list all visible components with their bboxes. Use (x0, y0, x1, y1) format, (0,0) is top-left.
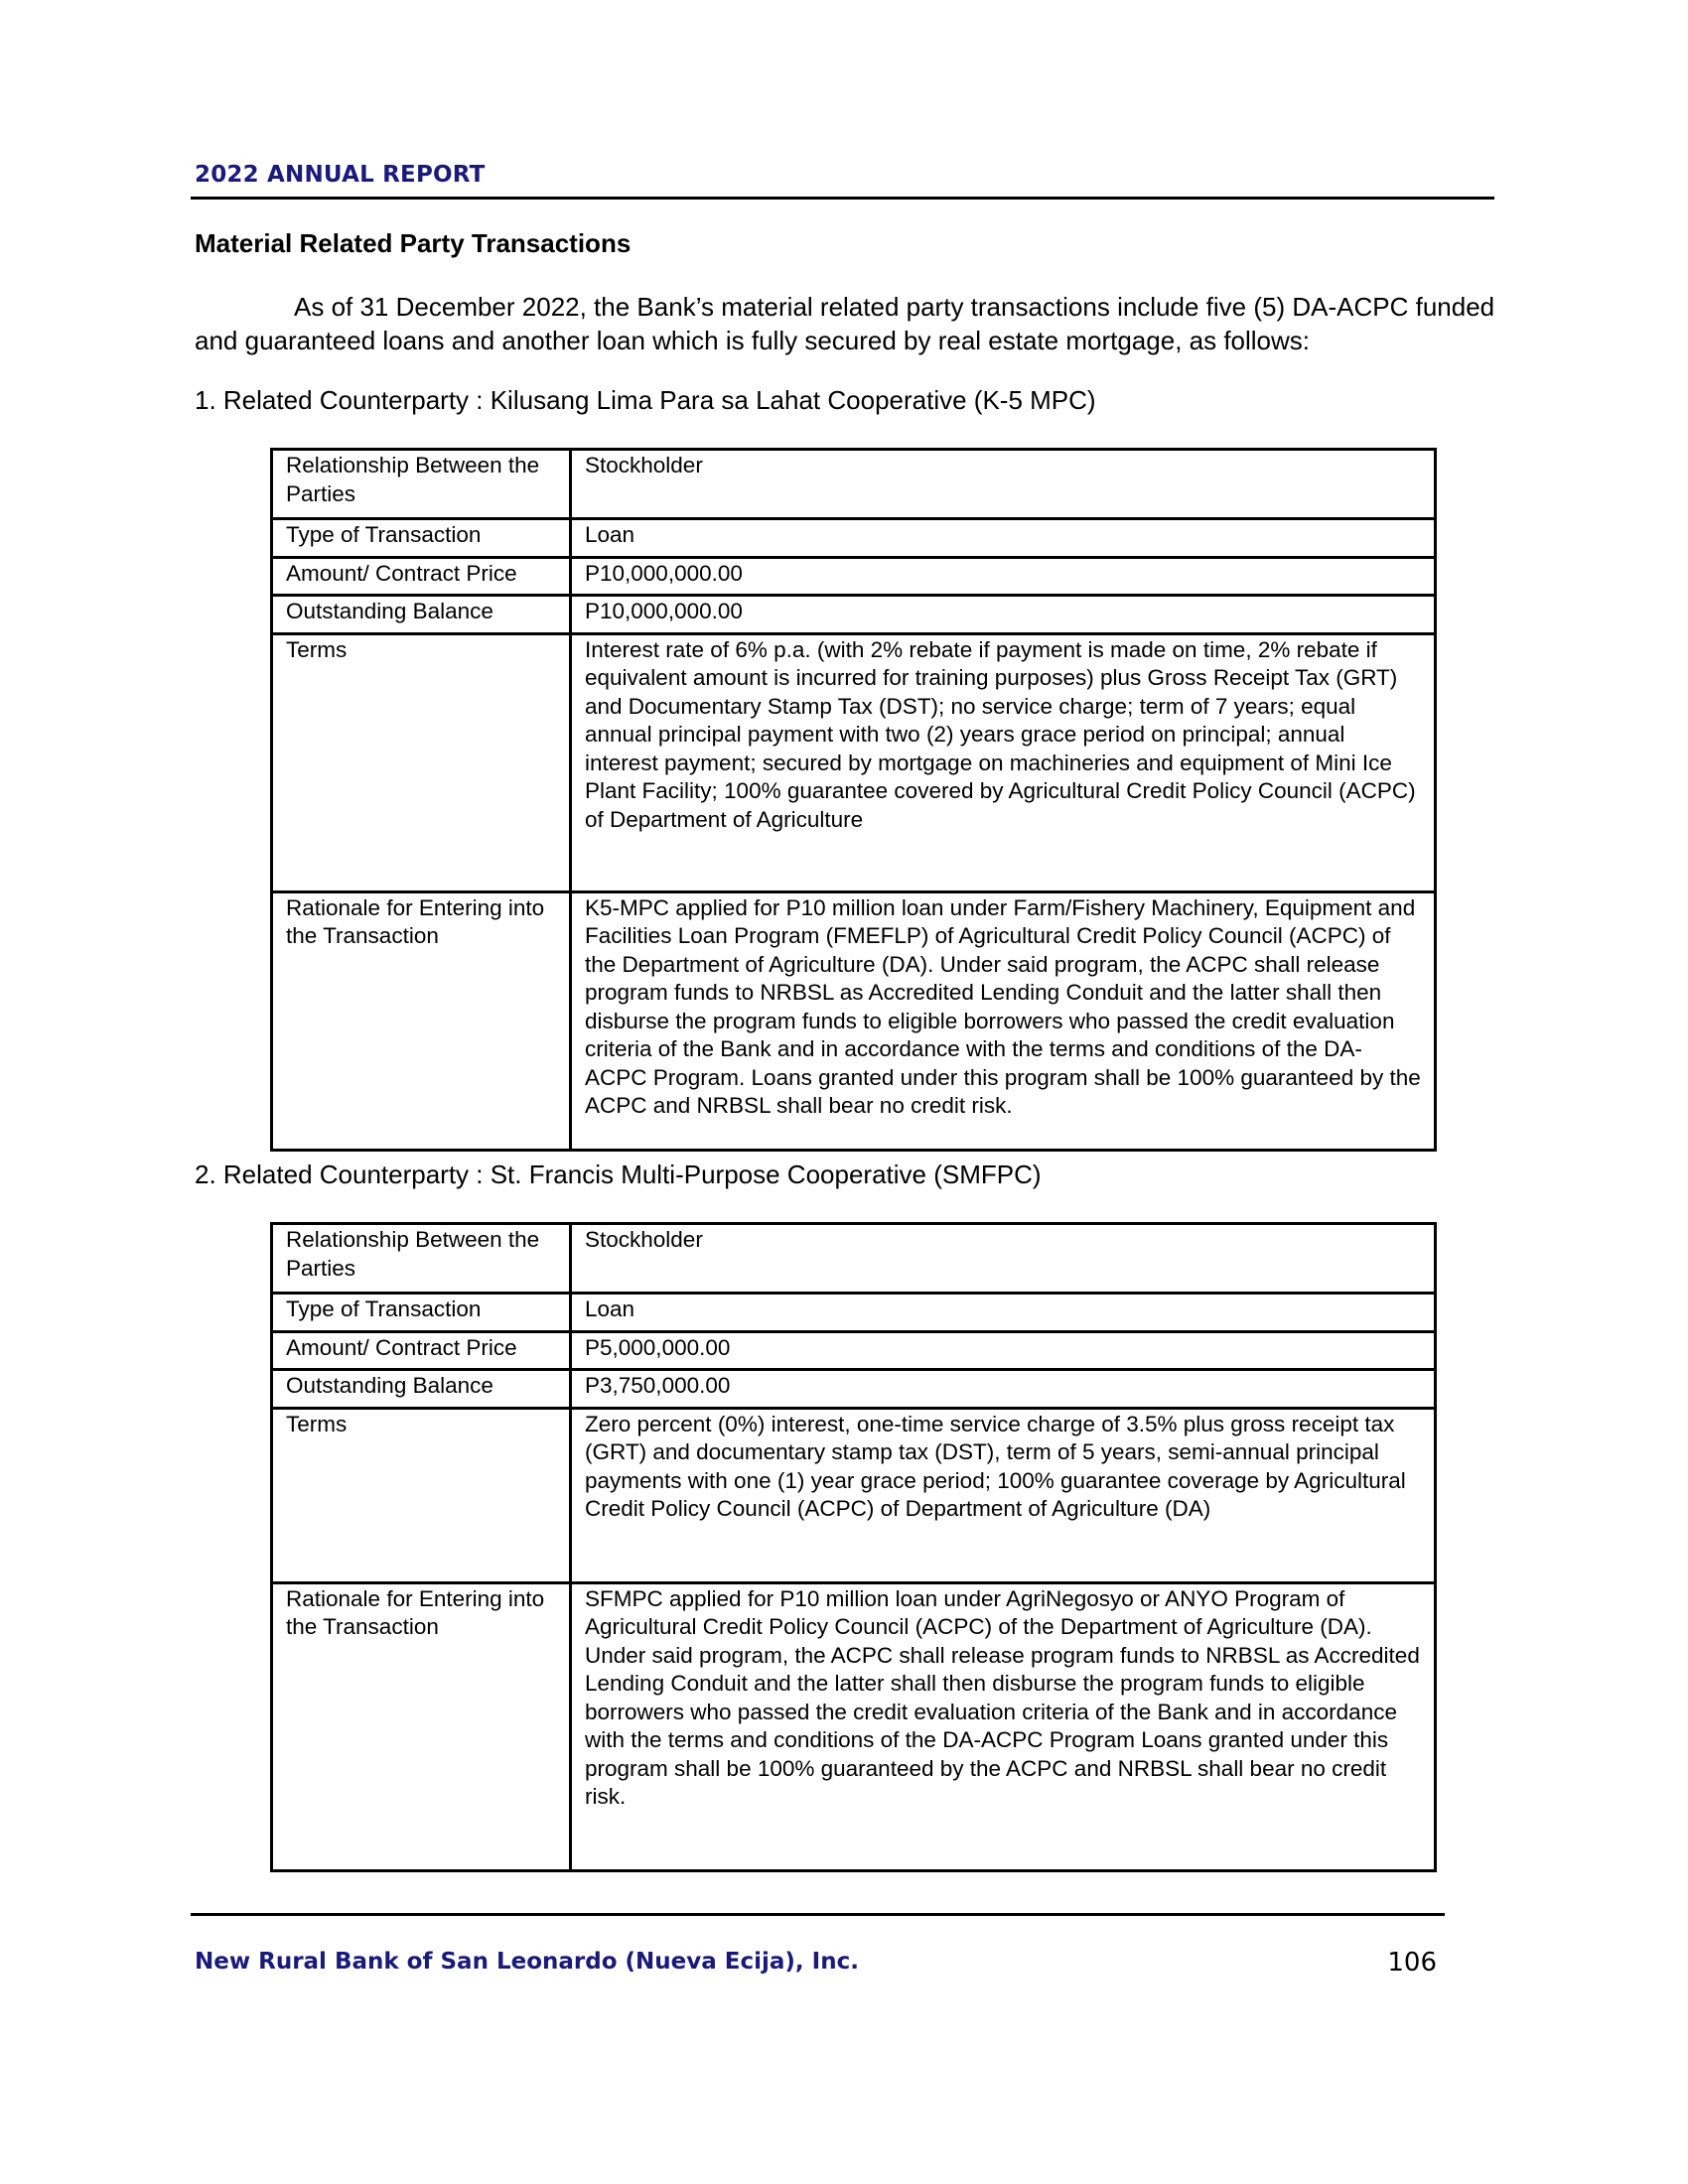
footer-bank-name: New Rural Bank of San Leonardo (Nueva Ecija), Inc. (195, 1949, 859, 1975)
row-label: Type of Transaction (272, 519, 571, 558)
table-row (272, 1224, 1436, 1294)
row-label: Rationale for Entering into the Transaction (272, 1582, 571, 1870)
table-row (272, 519, 1436, 558)
table-row (272, 1370, 1436, 1409)
row-value: P3,750,000.00 (571, 1370, 1436, 1409)
row-label: Rationale for Entering into the Transaction (272, 891, 571, 1150)
table-row (272, 1294, 1436, 1332)
row-label: Relationship Between the Parties (272, 1224, 571, 1294)
counterparty-2-title: 2. Related Counterparty : St. Francis Multi-Purpose Cooperative (SMFPC) (195, 1160, 1042, 1189)
footer-divider (191, 1913, 1445, 1916)
row-value: P5,000,000.00 (571, 1331, 1436, 1370)
row-value: K5-MPC applied for P10 million loan under Farm/Fishery Machinery, Equipment and Facilities Loan Program (FMEFLP) of Agricultural Credit Policy Council (ACPC) of the Department of Agriculture (DA). Under said program, the ACPC shall release program funds to NRBSL as Accredited Lending Conduit and the latter shall then disburse the program funds to eligible borrowers who passed the credit evaluation criteria of the Bank and in accordance with the terms and conditions of the DA-ACPC Program. Loans granted under this program shall be 100% guaranteed by the ACPC and NRBSL shall bear no credit risk. (571, 891, 1436, 1150)
row-label: Relationship Between the Parties (272, 450, 571, 519)
table-row (272, 1331, 1436, 1370)
row-value: P10,000,000.00 (571, 557, 1436, 596)
row-value: SFMPC applied for P10 million loan under AgriNegosyo or ANYO Program of Agricultural Credit Policy Council (ACPC) of the Department of Agriculture (DA). Under said program, the ACPC shall release program funds to NRBSL as Accredited Lending Conduit and the latter shall then disburse the program funds to eligible borrowers who passed the credit evaluation criteria of the Bank and in accordance with the terms and conditions of the DA-ACPC Program Loans granted under this program shall be 100% guaranteed by the ACPC and NRBSL shall bear no credit risk. (571, 1582, 1436, 1870)
row-label: Terms (272, 633, 571, 891)
row-label: Type of Transaction (272, 1294, 571, 1332)
row-value: Loan (571, 1294, 1436, 1332)
table-row (272, 1408, 1436, 1582)
section-heading: Material Related Party Transactions (195, 228, 632, 258)
counterparty-1-table (270, 448, 1437, 1152)
row-value: Interest rate of 6% p.a. (with 2% rebate if payment is made on time, 2% rebate if equivalent amount is incurred for training purposes) plus Gross Receipt Tax (GRT) and Documentary Stamp Tax (DST); no service charge; term of 7 years; equal annual principal payment with two (2) years grace period on principal; annual interest payment; secured by mortgage on machineries and equipment of Mini Ice Plant Facility; 100% guarantee covered by Agricultural Credit Policy Council (ACPC) of Department of Agriculture (571, 633, 1436, 891)
counterparty-2-table (270, 1222, 1437, 1872)
row-label: Outstanding Balance (272, 596, 571, 634)
row-label: Amount/ Contract Price (272, 1331, 571, 1370)
row-label: Amount/ Contract Price (272, 557, 571, 596)
counterparty-1-title: 1. Related Counterparty : Kilusang Lima Para sa Lahat Cooperative (K-5 MPC) (195, 385, 1096, 415)
table-row (272, 891, 1436, 1150)
row-value: P10,000,000.00 (571, 596, 1436, 634)
table-row (272, 450, 1436, 519)
page-number: 106 (1387, 1948, 1437, 1978)
table-row (272, 596, 1436, 634)
row-value: Zero percent (0%) interest, one-time service charge of 3.5% plus gross receipt tax (GRT) and documentary stamp tax (DST), term of 5 years, semi-annual principal payments with one (1) year grace period; 100% guarantee coverage by Agricultural Credit Policy Council (ACPC) of Department of Agriculture (DA) (571, 1408, 1436, 1582)
row-value: Stockholder (571, 1224, 1436, 1294)
table-row (272, 557, 1436, 596)
row-value: Loan (571, 519, 1436, 558)
row-label: Outstanding Balance (272, 1370, 571, 1409)
table-row (272, 1582, 1436, 1870)
intro-text: As of 31 December 2022, the Bank’s material related party transactions include five (5) DA-ACPC funded and guaranteed loans and another loan which is fully secured by real estate mortgage, as follows: (195, 292, 1495, 355)
intro-paragraph (195, 290, 1495, 357)
report-header-title: 2022 ANNUAL REPORT (195, 162, 486, 188)
row-value: Stockholder (571, 450, 1436, 519)
header-divider (191, 197, 1494, 200)
row-label: Terms (272, 1408, 571, 1582)
table-row (272, 633, 1436, 891)
